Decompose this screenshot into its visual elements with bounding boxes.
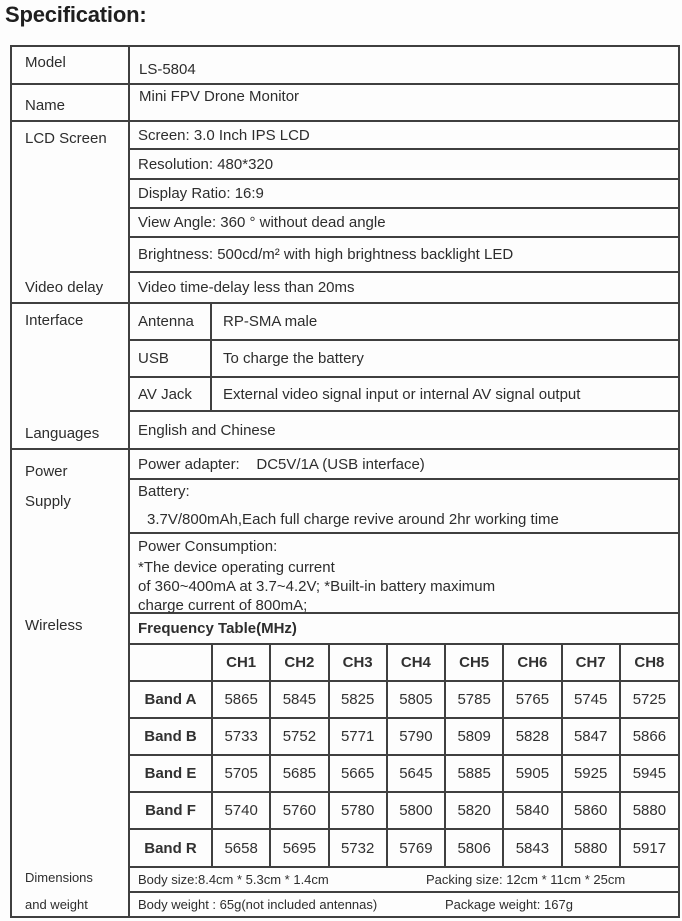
band-f-ch7: 5860 [562,792,620,829]
model-label: Model [25,54,66,71]
usb-desc: To charge the battery [223,350,364,367]
band-r-ch3: 5732 [329,829,387,866]
band-r-ch8: 5917 [620,829,678,866]
band-a-ch7: 5745 [562,681,620,718]
band-f-ch1: 5740 [212,792,270,829]
band-f-ch4: 5800 [387,792,445,829]
power-wireless-section [12,450,678,916]
consumption-title: Power Consumption: [138,538,278,555]
package-weight-value: Package weight: 167g [445,897,573,912]
power-wireless-content-col [130,450,678,916]
band-b-row [130,718,678,755]
power-consumption-row [130,534,678,614]
band-e-ch1: 5705 [212,755,270,792]
band-a-ch4: 5805 [387,681,445,718]
consumption-line-3: charge current of 800mA; [138,597,308,614]
lcd-row-viewangle [130,209,678,238]
consumption-line-2: of 360~400mA at 3.7~4.2V; *Built-in battery maximum [138,578,496,595]
battery-title: Battery: [138,483,190,500]
band-b-ch8: 5866 [620,718,678,755]
band-r-row [130,829,678,866]
band-f-ch6: 5840 [503,792,561,829]
band-a-ch8: 5725 [620,681,678,718]
frequency-table-title-row [130,614,678,645]
frequency-table-title: Frequency Table(MHz) [138,620,297,637]
antenna-name-cell [130,304,212,339]
band-a-row [130,681,678,718]
channel-header-ch5: CH5 [445,645,503,681]
band-f-ch8: 5880 [620,792,678,829]
band-a-ch3: 5825 [329,681,387,718]
languages-label: Languages [25,425,100,442]
avjack-name: AV Jack [138,385,192,403]
band-e-ch8: 5945 [620,755,678,792]
usb-name-cell [130,341,212,376]
band-r-ch4: 5769 [387,829,445,866]
body-size-value: Body size:8.4cm * 5.3cm * 1.4cm [138,872,329,887]
languages-row [130,412,678,448]
interface-row-usb [130,341,678,378]
interface-label-cell [12,304,130,448]
model-label-cell [12,47,130,83]
band-e-ch4: 5645 [387,755,445,792]
frequency-table [130,645,678,866]
band-f-ch3: 5780 [329,792,387,829]
lcd-screen-label: LCD Screen [25,130,107,147]
packing-size-value: Packing size: 12cm * 11cm * 25cm [426,872,626,887]
lcd-resolution-value: Resolution: 480*320 [138,155,274,173]
band-e-ch3: 5665 [329,755,387,792]
channel-header-ch4: CH4 [387,645,445,681]
band-r-label: Band R [130,829,212,866]
lcd-row-brightness [130,238,678,273]
page-title: Specification: [5,2,147,27]
interface-section [12,304,678,450]
antenna-desc-cell [212,304,317,339]
consumption-line-1: *The device operating current [138,559,335,576]
channel-header-ch8: CH8 [620,645,678,681]
power-supply-label-line1: Power [25,463,68,480]
lcd-screen-value: Screen: 3.0 Inch IPS LCD [138,126,310,144]
battery-row [130,480,678,534]
band-r-ch7: 5880 [562,829,620,866]
band-b-ch4: 5790 [387,718,445,755]
name-row [12,85,678,122]
band-b-ch1: 5733 [212,718,270,755]
band-a-ch2: 5845 [270,681,328,718]
band-b-ch2: 5752 [270,718,328,755]
video-delay-value: Video time-delay less than 20ms [138,279,355,296]
model-row [12,47,678,85]
frequency-header-row [130,645,678,681]
band-r-ch6: 5843 [503,829,561,866]
band-r-ch2: 5695 [270,829,328,866]
power-adapter-row [130,450,678,480]
lcd-content-col [130,122,678,302]
power-wireless-label-cell [12,450,130,916]
avjack-name-cell [130,378,212,410]
languages-value: English and Chinese [138,421,276,439]
band-b-ch3: 5771 [329,718,387,755]
band-f-ch5: 5820 [445,792,503,829]
lcd-brightness-value: Brightness: 500cd/m² with high brightness backlight LED [138,246,514,263]
band-r-ch1: 5658 [212,829,270,866]
consumption-lines [138,558,495,615]
channel-header-ch3: CH3 [329,645,387,681]
lcd-row-screen [130,122,678,150]
interface-label: Interface [25,312,84,329]
dimensions-label-line1: Dimensions [25,870,93,885]
band-a-ch6: 5765 [503,681,561,718]
interface-content-col [130,304,678,448]
avjack-desc-cell [212,378,580,410]
name-label: Name [25,97,66,114]
interface-row-avjack [130,378,678,412]
band-f-ch2: 5760 [270,792,328,829]
battery-detail: 3.7V/800mAh,Each full charge revive around 2hr working time [147,511,559,528]
band-a-ch5: 5785 [445,681,503,718]
band-b-label: Band B [130,718,212,755]
body-weight-row [130,893,678,916]
lcd-row-resolution [130,150,678,180]
name-value: Mini FPV Drone Monitor [139,88,300,105]
specification-table [10,45,680,918]
usb-desc-cell [212,341,364,376]
antenna-name: Antenna [138,313,194,330]
avjack-desc: External video signal input or internal AV signal output [223,385,581,403]
usb-name: USB [138,350,169,367]
lcd-ratio-value: Display Ratio: 16:9 [138,185,264,202]
channel-header-ch2: CH2 [270,645,328,681]
band-e-ch6: 5905 [503,755,561,792]
model-value-cell [130,47,678,83]
video-delay-row [130,273,678,302]
dimensions-label-line2: and weight [25,897,88,912]
wireless-label: Wireless [25,617,83,634]
body-weight-value: Body weight : 65g(not included antennas) [138,897,378,912]
lcd-row-ratio [130,180,678,209]
band-a-ch1: 5865 [212,681,270,718]
band-a-label: Band A [130,681,212,718]
band-b-ch6: 5828 [503,718,561,755]
band-e-ch2: 5685 [270,755,328,792]
band-column-header-empty [130,645,212,681]
lcd-label-cell [12,122,130,302]
body-size-row [130,868,678,893]
channel-header-ch1: CH1 [212,645,270,681]
band-e-row [130,755,678,792]
model-value-wrap [130,47,678,83]
power-supply-label-line2: Supply [25,493,71,510]
interface-row-antenna [130,304,678,341]
name-value-wrap [130,85,678,120]
band-e-ch7: 5925 [562,755,620,792]
band-f-row [130,792,678,829]
lcd-section [12,122,678,304]
model-value: LS-5804 [139,61,196,78]
name-value-cell [130,85,678,120]
antenna-desc: RP-SMA male [223,313,318,330]
lcd-viewangle-value: View Angle: 360 ° without dead angle [138,214,386,231]
band-r-ch5: 5806 [445,829,503,866]
band-e-label: Band E [130,755,212,792]
band-e-ch5: 5885 [445,755,503,792]
band-b-ch5: 5809 [445,718,503,755]
band-b-ch7: 5847 [562,718,620,755]
video-delay-label: Video delay [25,279,104,296]
channel-header-ch6: CH6 [503,645,561,681]
name-label-cell [12,85,130,120]
power-adapter-value: Power adapter: DC5V/1A (USB interface) [138,455,425,473]
band-f-label: Band F [130,792,212,829]
channel-header-ch7: CH7 [562,645,620,681]
frequency-table-wrap [130,645,678,868]
